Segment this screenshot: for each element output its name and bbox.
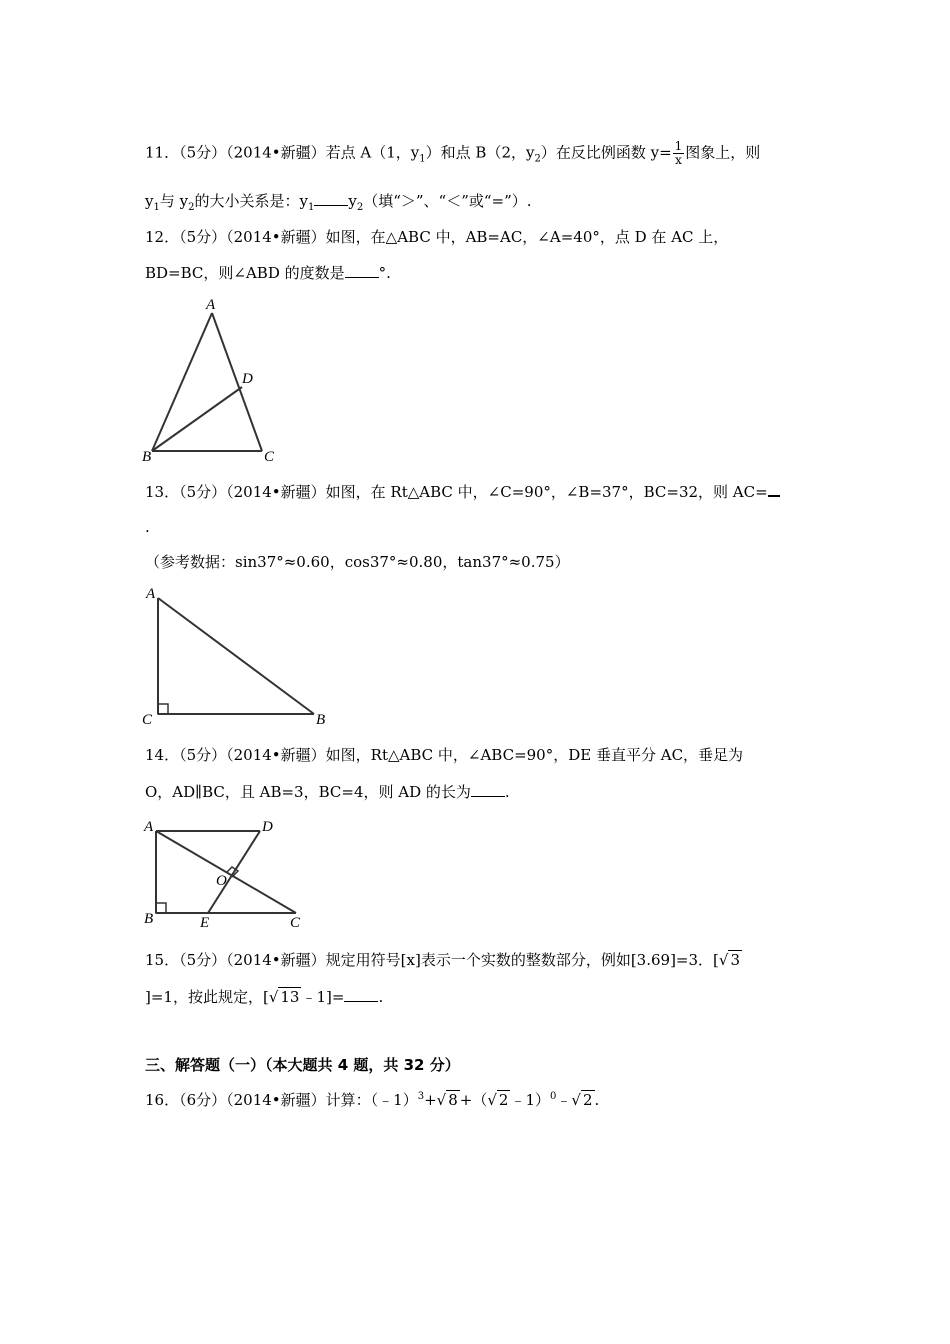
label-b: B bbox=[144, 911, 154, 927]
q16-line: 16．（6分）（2014•新疆）计算：（﹣1）$^3$+√ 8 +（√ 2 ﹣1）$^0$﹣√ 2 . bbox=[145, 1091, 600, 1109]
label-b: B bbox=[142, 449, 152, 465]
label-e: E bbox=[200, 915, 210, 930]
side-ab bbox=[158, 598, 314, 714]
label-a: A bbox=[206, 297, 216, 313]
q13-line2: . bbox=[145, 518, 150, 536]
label-a: A bbox=[146, 586, 156, 602]
q13-right-triangle-figure bbox=[138, 584, 338, 729]
sqrt-8: √ 8 bbox=[436, 1091, 458, 1109]
q12-line1: 12．（5分）（2014•新疆）如图，在△ABC 中，AB=AC，∠A=40°，点 D 在 AC 上， bbox=[145, 228, 729, 246]
q15-line1: 15．（5分）（2014•新疆）规定用符号[x]表示一个实数的整数部分，例如[3.69]=3．[√ 3 bbox=[145, 951, 740, 969]
q12-line2: BD=BC，则∠ABD 的度数是 °. bbox=[145, 264, 391, 282]
right-angle-mark-b bbox=[156, 903, 166, 913]
answer-blank bbox=[471, 784, 505, 797]
q12-triangle-figure bbox=[138, 295, 298, 470]
right-angle-mark bbox=[158, 704, 168, 714]
fraction-1-over-x: $\frac{1}{x}$ bbox=[674, 139, 683, 167]
answer-blank bbox=[345, 265, 379, 278]
label-d: D bbox=[262, 819, 273, 835]
label-c: C bbox=[290, 915, 301, 930]
q13-line1: 13．（5分）（2014•新疆）如图，在 Rt△ABC 中，∠C=90°，∠B=37°，BC=32，则 AC= bbox=[145, 481, 780, 502]
answer-blank bbox=[344, 989, 378, 1002]
q11-line1: 11．（5分）（2014•新疆）若点 A（1，$y_1$）和点 B（2，$y_2$）在反比例函数 y= $\frac{1}{x}$ 图象上，则 bbox=[145, 139, 761, 167]
side-ac bbox=[212, 313, 262, 451]
q15-line2: ]=1，按此规定，[√ 13 ﹣1]= . bbox=[145, 988, 384, 1006]
segment-de bbox=[208, 831, 260, 913]
sqrt-3: √ 3 bbox=[718, 951, 740, 969]
q11-line2: $y_1$与 $y_2$的大小关系是：$y_1$ $y_2$（填“＞”、“＜”或“=”）. bbox=[145, 192, 532, 213]
q14-line2: O，AD∥BC，且 AB=3，BC=4，则 AD 的长为 . bbox=[145, 783, 510, 801]
label-d: D bbox=[242, 371, 253, 387]
label-c: C bbox=[264, 449, 275, 465]
label-o: O bbox=[216, 873, 227, 889]
answer-blank bbox=[768, 483, 780, 497]
sqrt-13: √ 13 bbox=[268, 988, 300, 1006]
label-b: B bbox=[316, 712, 326, 728]
q14-line1: 14．（5分）（2014•新疆）如图，Rt△ABC 中，∠ABC=90°，DE 垂直平分 AC，垂足为 bbox=[145, 746, 744, 764]
sqrt-2: √ 2 bbox=[571, 1091, 593, 1109]
q13-reference-data: （参考数据：sin37°≈0.60，cos37°≈0.80，tan37°≈0.75） bbox=[145, 553, 570, 571]
label-a: A bbox=[144, 819, 154, 835]
q14-figure bbox=[140, 815, 315, 930]
sqrt-2: √ 2 bbox=[487, 1091, 509, 1109]
section-heading: 三、解答题（一）（本大题共 4 题，共 32 分） bbox=[145, 1056, 460, 1074]
answer-blank bbox=[314, 193, 348, 206]
label-c: C bbox=[142, 712, 153, 728]
